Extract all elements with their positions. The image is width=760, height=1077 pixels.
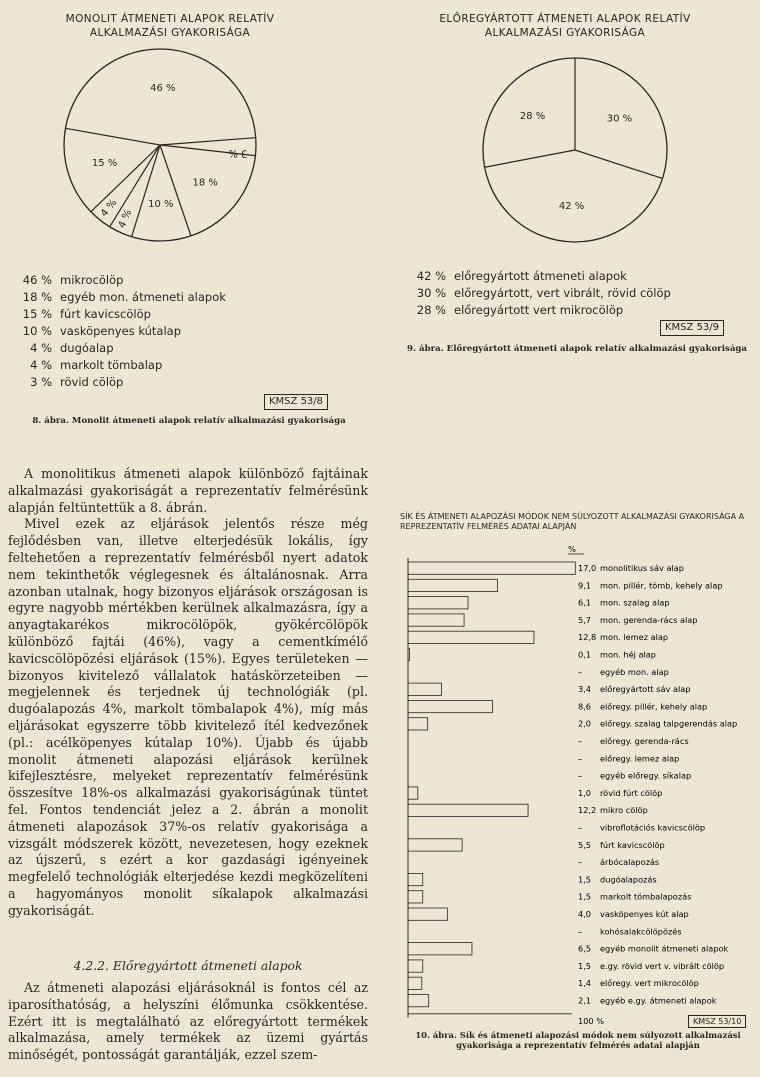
chart8-legend-label: markolt tömbalap: [60, 358, 163, 372]
chart10-label-11: előregy. lemez alap: [600, 753, 680, 764]
chart10-value-12: –: [578, 770, 583, 781]
chart8-legend-label: vasköpenyes kútalap: [60, 324, 182, 338]
chart9-legend-pct: 42 %: [416, 269, 446, 283]
chart10-bar-19: [408, 891, 423, 903]
chart10-label-2: mon. szalag alap: [600, 597, 670, 608]
chart8-legend-pct: 10 %: [22, 324, 52, 338]
chart10-value-5: 0,1: [578, 649, 592, 660]
pie8-slice-label-1: 3 %: [228, 147, 248, 159]
chart10-label-9: előregy. szalag talpgerendás alap: [600, 718, 738, 729]
chart8-legend: [6, 272, 336, 391]
chart10-label-8: előregy. pillér, kehely alap: [600, 701, 708, 712]
chart10-caption: 10. ábra. Sík és átmeneti alapozási módok nem súlyozott alkalmazási gyakorisága a reprezentatív felmérés adatai alapján: [415, 1030, 741, 1050]
chart9-legend-label: előregyártott vert mikrocölöp: [454, 303, 624, 317]
chart8-legend-pct: 3 %: [30, 375, 52, 389]
pie8-slice-label-3: 10 %: [148, 198, 174, 210]
paragraph-main: Mivel ezek az eljárások jelentős része még fejlődésben van, illetve elterjedésük lokális, így feltehetően a reprezentatív felmérésből nyert adatok nem tekinthetők véglegesnek és általánosnak. Arra azonban utalnak, hogy bizonyos eljárások országosan is egyre nagyobb mértékben kerülnek alkalmazásra, így a anyagtakarékos mikrocölöpök, gyökércölöpök különböző fajtái (46%), vagy a cementkímélő kavicscölöpözési eljárások (15%). Egyes területeken — bizonyos kivitelező vállalatok hatáskörzeteiben — megjelennek és terjednek új technológiák (pl. dugóalapozás 4%, markolt tömbalapok 4%), míg más eljárásokat egyszerre több kivitelező ítél kedvezőnek (pl.: acélköpenyes kútalap 10%). Újabb és újabb monolit átmeneti alapozási eljárások kerülnek kifejlesztésre, melyeket reprezentatív felmérésünk összesítve 18%-os alkalmazási gyakoriságúnak tüntet fel. Fontos tendenciát jelez a 2. ábrán a monolit átmeneti alapozások 37%-os relatív gyakorisága a vizsgált módszerek között, nevezetesen, hogy ezeknek az újszerű, s ezért a kor gazdasági igényeinek megfelelő technológiák elterjedése kezdi megközelíteni a hagyományos monolit síkalapok alkalmazási gyakoriságát.: [8, 516, 368, 918]
chart10-bar-22: [408, 943, 472, 955]
pie9-slice-label-0: 30 %: [606, 113, 633, 125]
chart10-value-2: 6,1: [578, 597, 592, 608]
chart10-value-4: 12,8: [578, 632, 597, 643]
pie8-slice-1-edge: [160, 138, 256, 145]
chart10-label-3: mon. gerenda-rács alap: [600, 614, 698, 625]
pie8-slice-label-0: 46 %: [150, 83, 176, 95]
chart10-value-9: 2,0: [578, 718, 592, 729]
chart10-bar-20: [408, 908, 447, 920]
chart10-bar-14: [408, 804, 528, 816]
chart9-caption: 9. ábra. Előregyártott átmeneti alapok relatív alkalmazási gyakorisága: [407, 344, 747, 354]
pie9-slice-label-1: 42 %: [558, 200, 585, 212]
chart10-value-7: 3,4: [578, 684, 592, 695]
chart10-value-10: –: [578, 736, 583, 746]
chart10-label-24: előregy. vert mikrocölöp: [600, 978, 699, 989]
chart10-label-22: egyéb monolit átmeneti alapok: [600, 943, 729, 954]
section-heading: 4.2.2. Előregyártott átmeneti alapok: [73, 958, 303, 973]
chart10-value-22: 6,5: [578, 943, 592, 954]
chart8-legend-pct: 4 %: [30, 358, 52, 372]
chart10-label-21: kohósalakcölöpözés: [600, 926, 682, 937]
pie9-slice-label-2: 28 %: [519, 110, 546, 122]
chart10-bar-0: [408, 562, 575, 574]
chart10-value-8: 8,6: [578, 701, 592, 712]
chart10-label-16: fúrt kavicscölöp: [600, 839, 665, 850]
chart9-legend: [400, 268, 760, 319]
chart10-label-13: rövid fúrt cölöp: [600, 787, 663, 798]
chart9-legend-item: [400, 285, 760, 302]
chart8-legend-item: [6, 323, 336, 340]
chart10-value-3: 5,7: [578, 614, 592, 625]
chart10-label-25: egyéb e.gy. átmeneti alapok: [600, 995, 717, 1006]
chart10-value-16: 5,5: [578, 839, 592, 850]
chart8-legend-item: [6, 374, 336, 391]
chart10-value-6: –: [578, 666, 583, 677]
chart10-value-19: 1,5: [578, 891, 592, 902]
chart9-legend-label: előregyártott átmeneti alapok: [454, 269, 627, 283]
chart10-label-10: előregy. gerenda-rács: [600, 736, 689, 746]
pie8-slice-label-5: 4 %: [98, 197, 120, 220]
pie9-slice-1-edge: [575, 150, 662, 178]
chart9-legend-item: [400, 302, 760, 319]
chart10-bar-5: [408, 649, 410, 661]
chart10-label-12: egyéb előregy. síkalap: [600, 770, 692, 781]
chart8-legend-label: dugóalap: [60, 341, 114, 355]
chart8-legend-pct: 15 %: [22, 307, 52, 321]
chart8-legend-item: [6, 306, 336, 323]
chart8-legend-item: [6, 340, 336, 357]
chart10-bar-7: [408, 683, 441, 695]
chart10-value-0: 17,0: [578, 563, 597, 573]
paragraph-intro: A monolitikus átmeneti alapok különböző fajtáinak alkalmazási gyakoriságát a reprezentatív felmérésünk alapján feltüntettük a 8. ábrán.: [8, 466, 368, 515]
chart9-legend-pct: 30 %: [416, 286, 446, 300]
chart10-bar-8: [408, 700, 493, 712]
chart10-label-23: e.gy. rövid vert v. vibrált cölöp: [600, 960, 725, 971]
chart9-title: ELŐREGYÁRTOTT ÁTMENETI ALAPOK RELATÍV ALKALMAZÁSI GYAKORISÁGA: [439, 13, 691, 39]
chart10-bar-3: [408, 614, 464, 626]
chart9-code: KMSZ 53/9: [660, 320, 724, 336]
chart10-bar-2: [408, 597, 468, 609]
chart10-label-14: mikro cölöp: [600, 805, 648, 816]
chart10-bar-16: [408, 839, 462, 851]
chart10-label-18: dugóalapozás: [600, 874, 657, 885]
chart8-legend-item: [6, 357, 336, 374]
chart10-value-21: –: [578, 926, 583, 937]
chart9-legend-pct: 28 %: [416, 303, 446, 317]
pie9-slice-2-edge: [485, 150, 575, 167]
chart8-legend-label: fúrt kavicscölöp: [60, 307, 151, 321]
chart10-bar-4: [408, 631, 534, 643]
chart9-pie: [470, 45, 680, 255]
chart10-value-18: 1,5: [578, 874, 592, 885]
chart10-bar-24: [408, 977, 422, 989]
chart10-label-7: előregyártott sáv alap: [600, 684, 691, 695]
chart9-legend-label: előregyártott, vert vibrált, rövid cölöp: [454, 286, 671, 300]
chart8-legend-pct: 18 %: [22, 290, 52, 304]
chart10-value-15: –: [578, 822, 583, 833]
chart10-value-1: 9,1: [578, 580, 592, 591]
pie8-slice-0-edge: [65, 128, 160, 145]
chart10-label-1: mon. pillér, tömb, kehely alap: [600, 580, 723, 591]
chart8-title: MONOLIT ÁTMENETI ALAPOK RELATÍV ALKALMAZÁSI GYAKORISÁGA: [65, 13, 275, 39]
paragraph-prefab: Az átmeneti alapozási eljárásoknál is fontos cél az iparosíthatóság, a helyszíni élőmunka csökkentése. Ezért itt is megtalálható az előregyártott termékek alkalmazása, amely termékek az üzemi gyártás minőségét, pontosságát garantálják, ezzel szem-: [8, 980, 368, 1063]
chart10-label-15: vibroflotációs kavicscölöp: [600, 822, 706, 833]
chart10-value-11: –: [578, 753, 583, 764]
chart10-label-0: monolitikus sáv alap: [600, 563, 685, 573]
chart10-value-14: 12,2: [578, 805, 597, 816]
body-column: [8, 466, 368, 920]
chart8-caption: 8. ábra. Monolit átmeneti alapok relatív alkalmazási gyakorisága: [32, 416, 346, 426]
chart10-value-23: 1,5: [578, 960, 592, 971]
pie8-slice-label-4: 4 %: [116, 208, 135, 230]
chart10-bar-1: [408, 579, 498, 591]
pie8-slice-3-edge: [160, 145, 191, 236]
chart8-code: KMSZ 53/8: [264, 394, 328, 410]
chart10-title: SÍK ÉS ÁTMENETI ALAPOZÁSI MÓDOK NEM SÚLYOZOTT ALKALMAZÁSI GYAKORISÁGA A REPREZENTATÍV FELMÉRÉS ADATAI ALAPJÁN: [400, 512, 745, 531]
chart8-legend-pct: 4 %: [30, 341, 52, 355]
body-column-2: [8, 980, 368, 1064]
chart10-scale-label: 100 %: [578, 1015, 605, 1026]
chart8-legend-item: [6, 289, 336, 306]
chart10-value-25: 2,1: [578, 995, 592, 1006]
chart10-label-17: árbócalapozás: [600, 857, 660, 868]
chart10-label-6: egyéb mon. alap: [600, 666, 669, 677]
chart10-value-17: –: [578, 857, 583, 868]
chart10-bar-18: [408, 873, 423, 885]
chart9-legend-item: [400, 268, 760, 285]
chart10-bar-25: [408, 995, 429, 1007]
pie8-slice-label-6: 15 %: [91, 157, 118, 169]
chart10-value-13: 1,0: [578, 787, 592, 798]
chart10-unit-label: %: [568, 544, 576, 554]
chart10-value-24: 1,4: [578, 978, 592, 989]
chart10-label-5: mon. héj alap: [600, 649, 656, 660]
chart10-label-4: mon. lemez alap: [600, 632, 669, 643]
chart8-legend-label: rövid cölöp: [60, 375, 124, 389]
chart8-legend-item: [6, 272, 336, 289]
chart10-code: KMSZ 53/10: [688, 1015, 746, 1028]
chart10-bar-9: [408, 718, 428, 730]
pie8-slice-label-2: 18 %: [192, 177, 218, 189]
chart8-legend-label: egyéb mon. átmeneti alapok: [60, 290, 226, 304]
chart10-label-19: markolt tömbalapozás: [600, 891, 692, 902]
chart10-bar-23: [408, 960, 423, 972]
chart8-pie: [40, 45, 280, 245]
chart8-legend-pct: 46 %: [22, 273, 52, 287]
chart10-bar-13: [408, 787, 418, 799]
chart10-label-20: vasköpenyes kút alap: [600, 909, 689, 919]
chart10-value-20: 4,0: [578, 909, 592, 919]
chart8-legend-label: mikrocölöp: [60, 273, 124, 287]
